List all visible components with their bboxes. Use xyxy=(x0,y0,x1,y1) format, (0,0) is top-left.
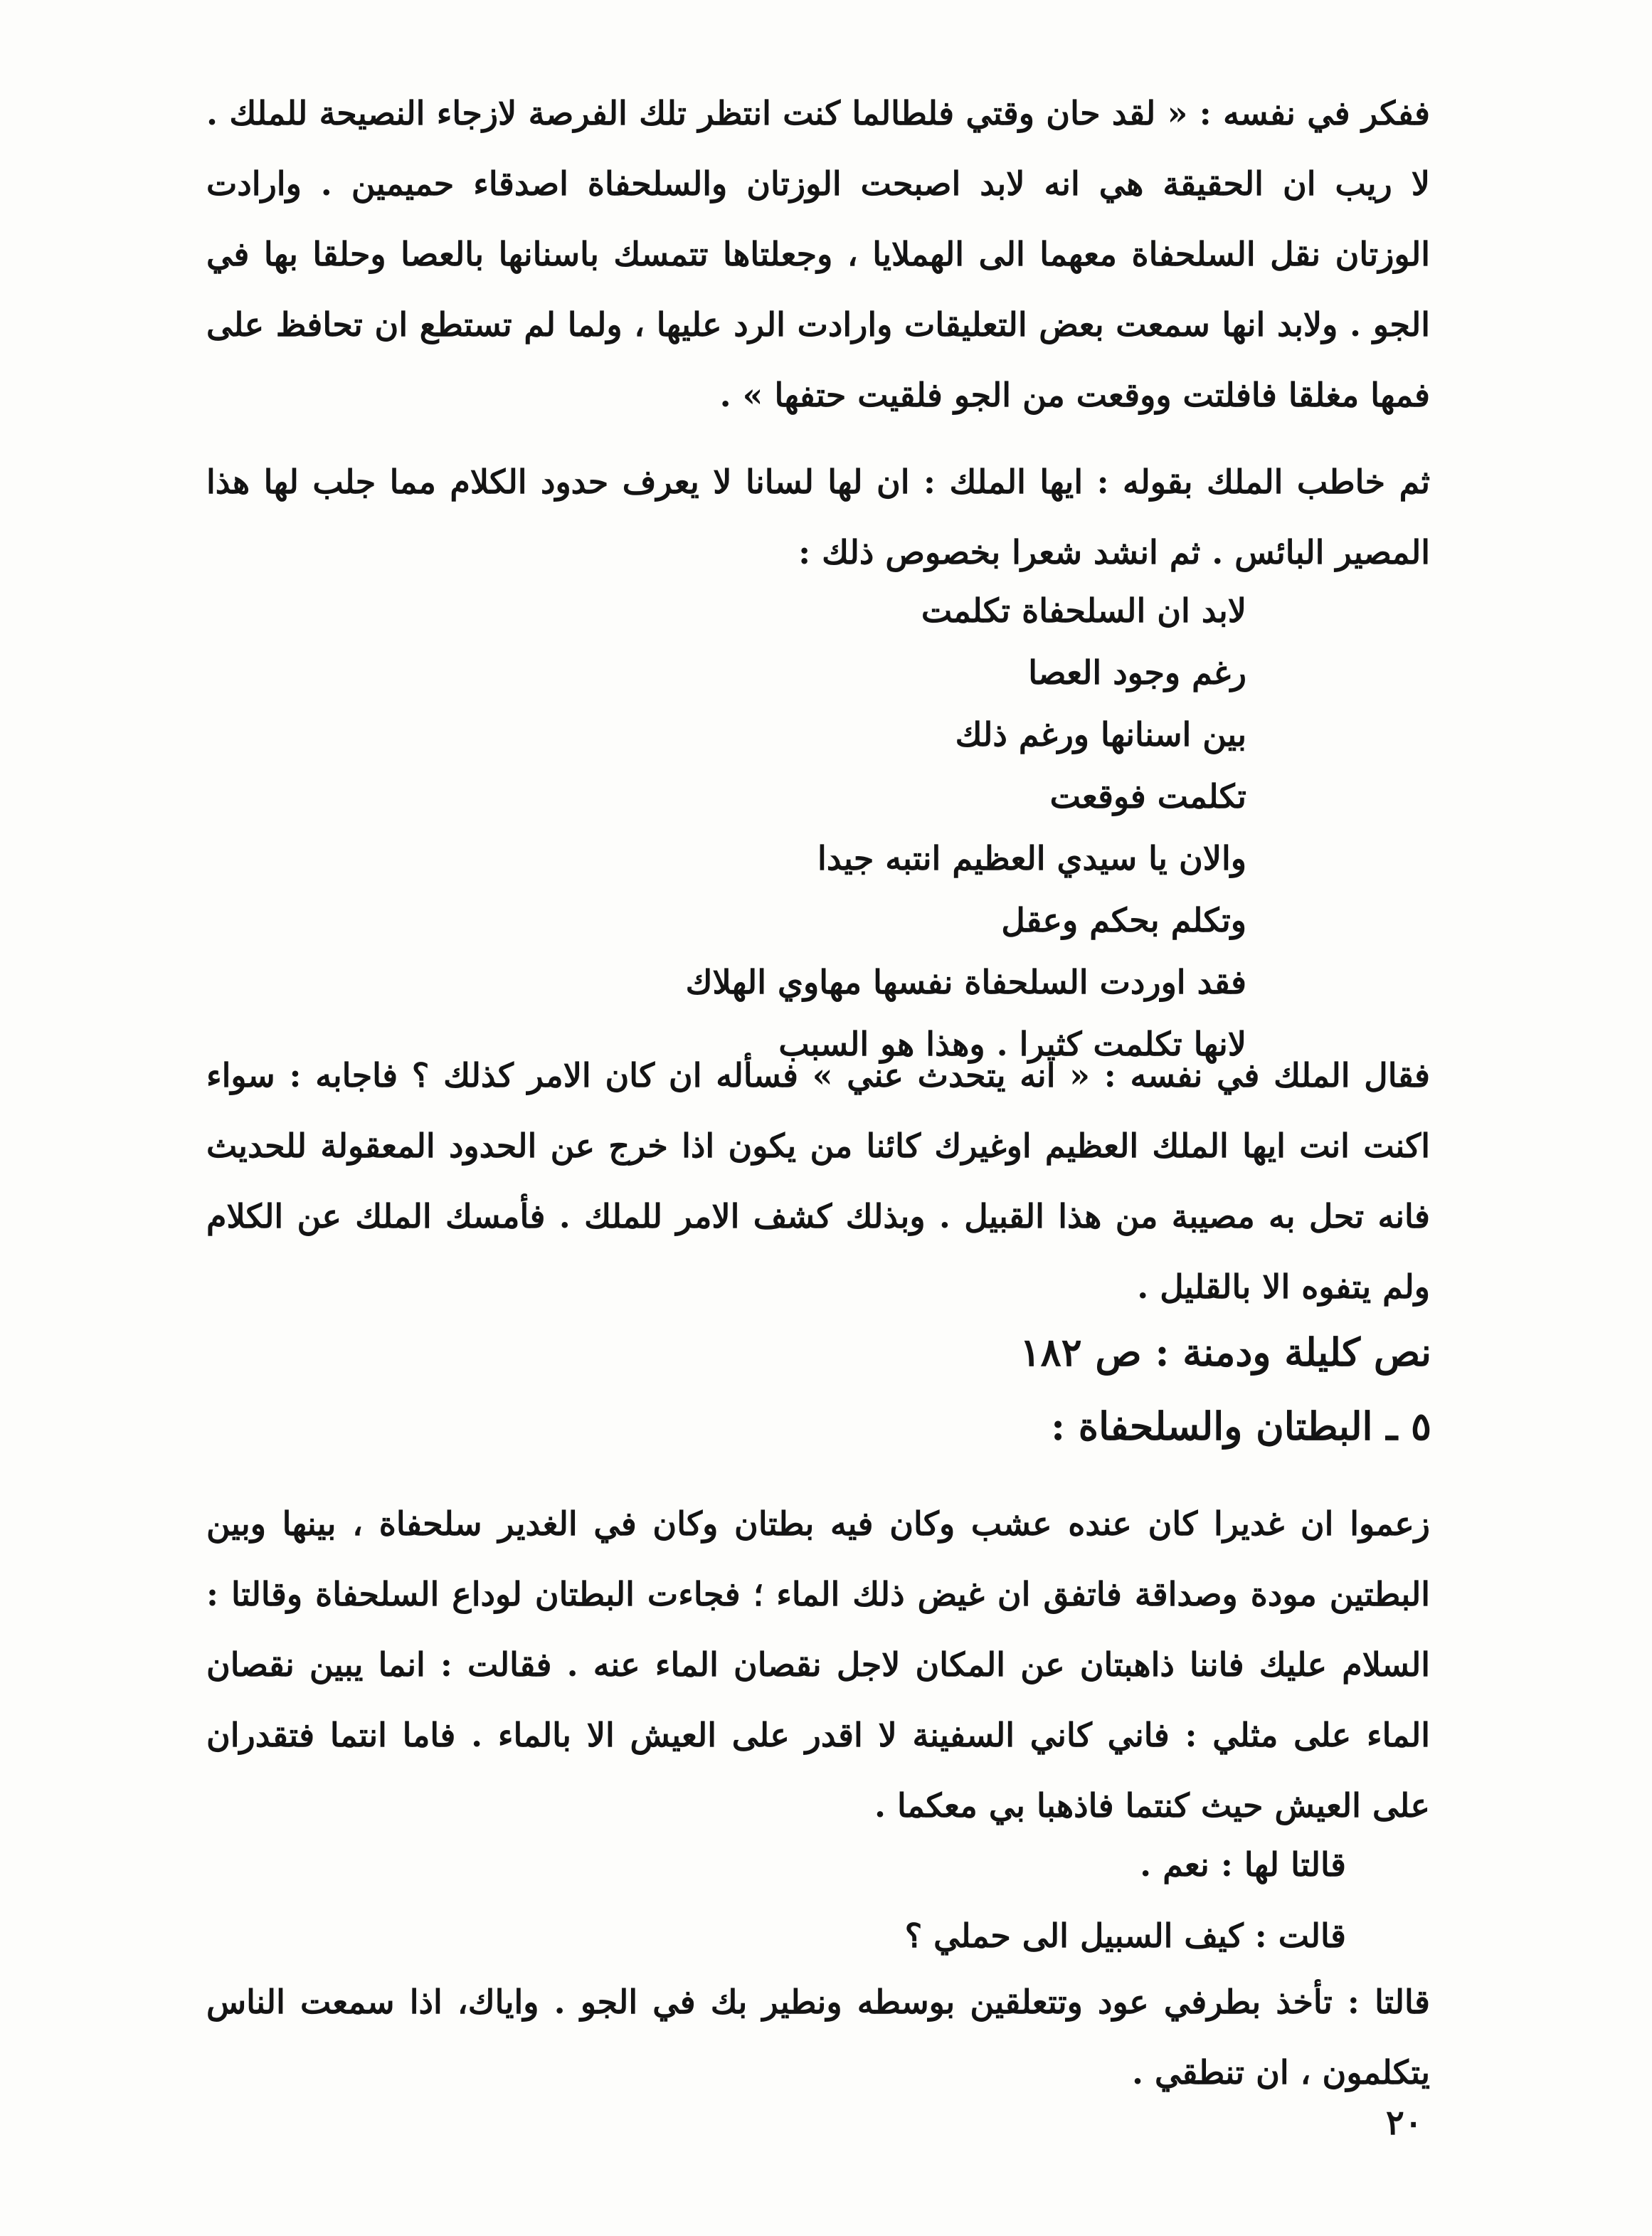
paragraph-4: زعموا ان غديرا كان عنده عشب وكان فيه بطتان وكان في الغدير سلحفاة ، بينها وبين البطتين مودة وصداقة فاتفق ان غيض ذلك الماء ؛ فجاءت البطتان لوداع السلحفاة وقالتا : السلام عليك فاننا ذاهبتان عن المكان لاجل نقصان الماء عنه . فقالت : انما يبين نقصان الماء على مثلي : فاني كاني السفينة لا اقدر على العيش الا بالماء . فاما انتما فتقدران على العيش حيث كنتما فاذهبا بي معكما . xyxy=(206,1504,1431,1825)
dialogue-line-2: قالت : كيف السبيل الى حملي ؟ xyxy=(904,1916,1346,1955)
paragraph-2: ثم خاطب الملك بقوله : ايها الملك : ان لها لسانا لا يعرف حدود الكلام مما جلب لها هذا المصير البائس . ثم انشد شعرا بخصوص ذلك : xyxy=(206,463,1430,571)
poem-line: وتكلم بحكم وعقل xyxy=(1001,901,1246,939)
page-number: ٢٠ xyxy=(1386,2103,1423,2143)
dialogue-line-1: قالتا لها : نعم . xyxy=(1140,1845,1346,1884)
poem-line: لابد ان السلحفاة تكلمت xyxy=(921,591,1246,630)
paragraph-1: ففكر في نفسه : « لقد حان وقتي فلطالما كنت انتظر تلك الفرصة لازجاء النصيحة للملك . لا ريب ان الحقيقة هي انه لابد اصبحت الوزتان والسلحفاة اصدقاء حميمين . وارادت الوزتان نقل السلحفاة معهما الى الهملايا ، وجعلتاها تتمسك باسنانها بالعصا وحلقا بها في الجو . ولابد انها سمعت بعض التعليقات وارادت الرد عليها ، ولما لم تستطع ان تحافظ على فمها مغلقا فافلتت ووقعت من الجو فلقيت حتفها » . xyxy=(206,94,1430,414)
poem-line: لانها تكلمت كثيرا . وهذا هو السبب xyxy=(778,1025,1246,1063)
section-heading: ٥ ـ البطتان والسلحفاة : xyxy=(1051,1403,1431,1449)
poem-line: والان يا سيدي العظيم انتبه جيدا xyxy=(817,839,1246,877)
poem-line: تكلمت فوقعت xyxy=(1049,777,1246,816)
poem-line: رغم وجود العصا xyxy=(1028,653,1246,692)
paragraph-5: قالتا : تأخذ بطرفي عود وتتعلقين بوسطه ونطير بك في الجو . واياك، اذا سمعت الناس يتكلمون ، ان تنطقي . xyxy=(206,1983,1430,2092)
poem-line: فقد اوردت السلحفاة نفسها مهاوي الهلاك xyxy=(685,963,1246,1001)
poem xyxy=(535,580,1246,1075)
paragraph-3: فقال الملك في نفسه : « انه يتحدث عني » فسأله ان كان الامر كذلك ؟ فاجابه : سواء اكنت انت ايها الملك العظيم اوغيرك كائنا من يكون اذا خرج عن الحدود المعقولة للحديث فانه تحل به مصيبة من هذا القبيل . وبذلك كشف الامر للملك . فأمسك الملك عن الكلام ولم يتفوه الا بالقليل . xyxy=(206,1056,1430,1306)
poem-line: بين اسنانها ورغم ذلك xyxy=(955,715,1246,754)
source-heading: نص كليلة ودمنة : ص ١٨٢ xyxy=(1020,1329,1431,1375)
